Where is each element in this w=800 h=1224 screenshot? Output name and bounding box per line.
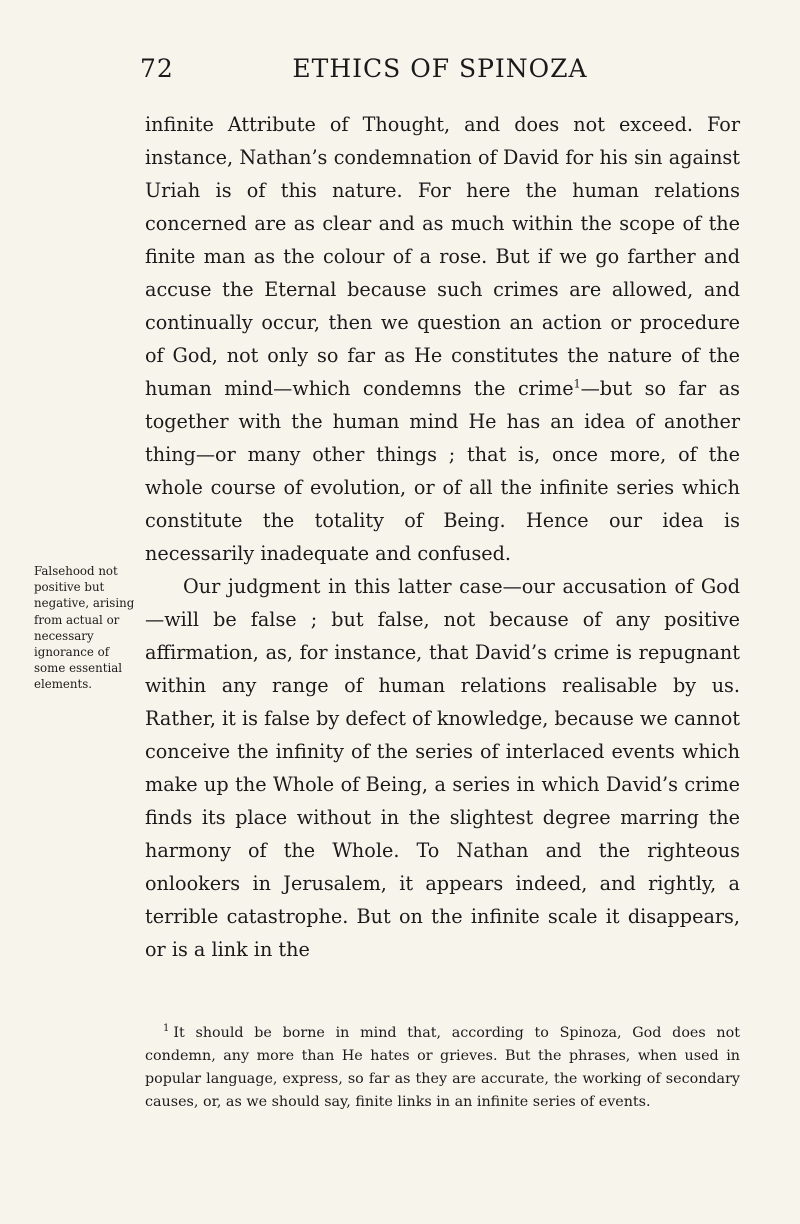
running-title: ETHICS OF SPINOZA (292, 54, 588, 83)
footnote (145, 1022, 740, 1114)
paragraph-1-text: infinite Attribute of Thought, and does not exceed. For instance, Nathan’s condemnation of David for his sin against Uriah is of this nature. For here the human relations concerned are as clear and as much within the scope of the finite man as the colour of a rose. But if we go farther and accuse the Eternal because such crimes are allowed, and continually occur, then we question an action or procedure of God, not only so far as He constitutes the nature of the human mind—which condemns the crime (145, 113, 740, 400)
page-number: 72 (140, 54, 174, 83)
footnote-number: 1 (163, 1023, 170, 1035)
footnote-text: It should be borne in mind that, according to Spinoza, God does not condemn, any more than He hates or grieves. But the phrases, when used in popular language, express, so far as they are accurate, the working of secondary causes, or, as we should say, finite links in an infinite series of events. (145, 1025, 740, 1110)
margin-note: Falsehood not positive but negative, arising from actual or necessary ignorance of some essential elements. (34, 564, 135, 692)
paragraph-1-continuation: —but so far as together with the human mind He has an idea of another thing—or many other things ; that is, once more, of the whole course of evolution, or of all the infinite series which constitute the totality of Being. Hence our idea is necessarily inadequate and confused. (145, 377, 740, 565)
body-text (145, 108, 740, 966)
paragraph-1 (145, 108, 740, 570)
running-head (140, 54, 740, 88)
paragraph-2: Our judgment in this latter case—our accusation of God—will be false ; but false, not because of any positive affirmation, as, for instance, that David’s crime is repugnant within any range of human relations realisable by us. Rather, it is false by defect of knowledge, because we cannot conceive the infinity of the series of interlaced events which make up the Whole of Being, a series in which David’s crime finds its place without in the slightest degree marring the harmony of the Whole. To Nathan and the righteous onlookers in Jerusalem, it appears indeed, and rightly, a terrible catastrophe. But on the infinite scale it disappears, or is a link in the (145, 575, 740, 961)
footnote-reference: 1 (573, 377, 581, 391)
